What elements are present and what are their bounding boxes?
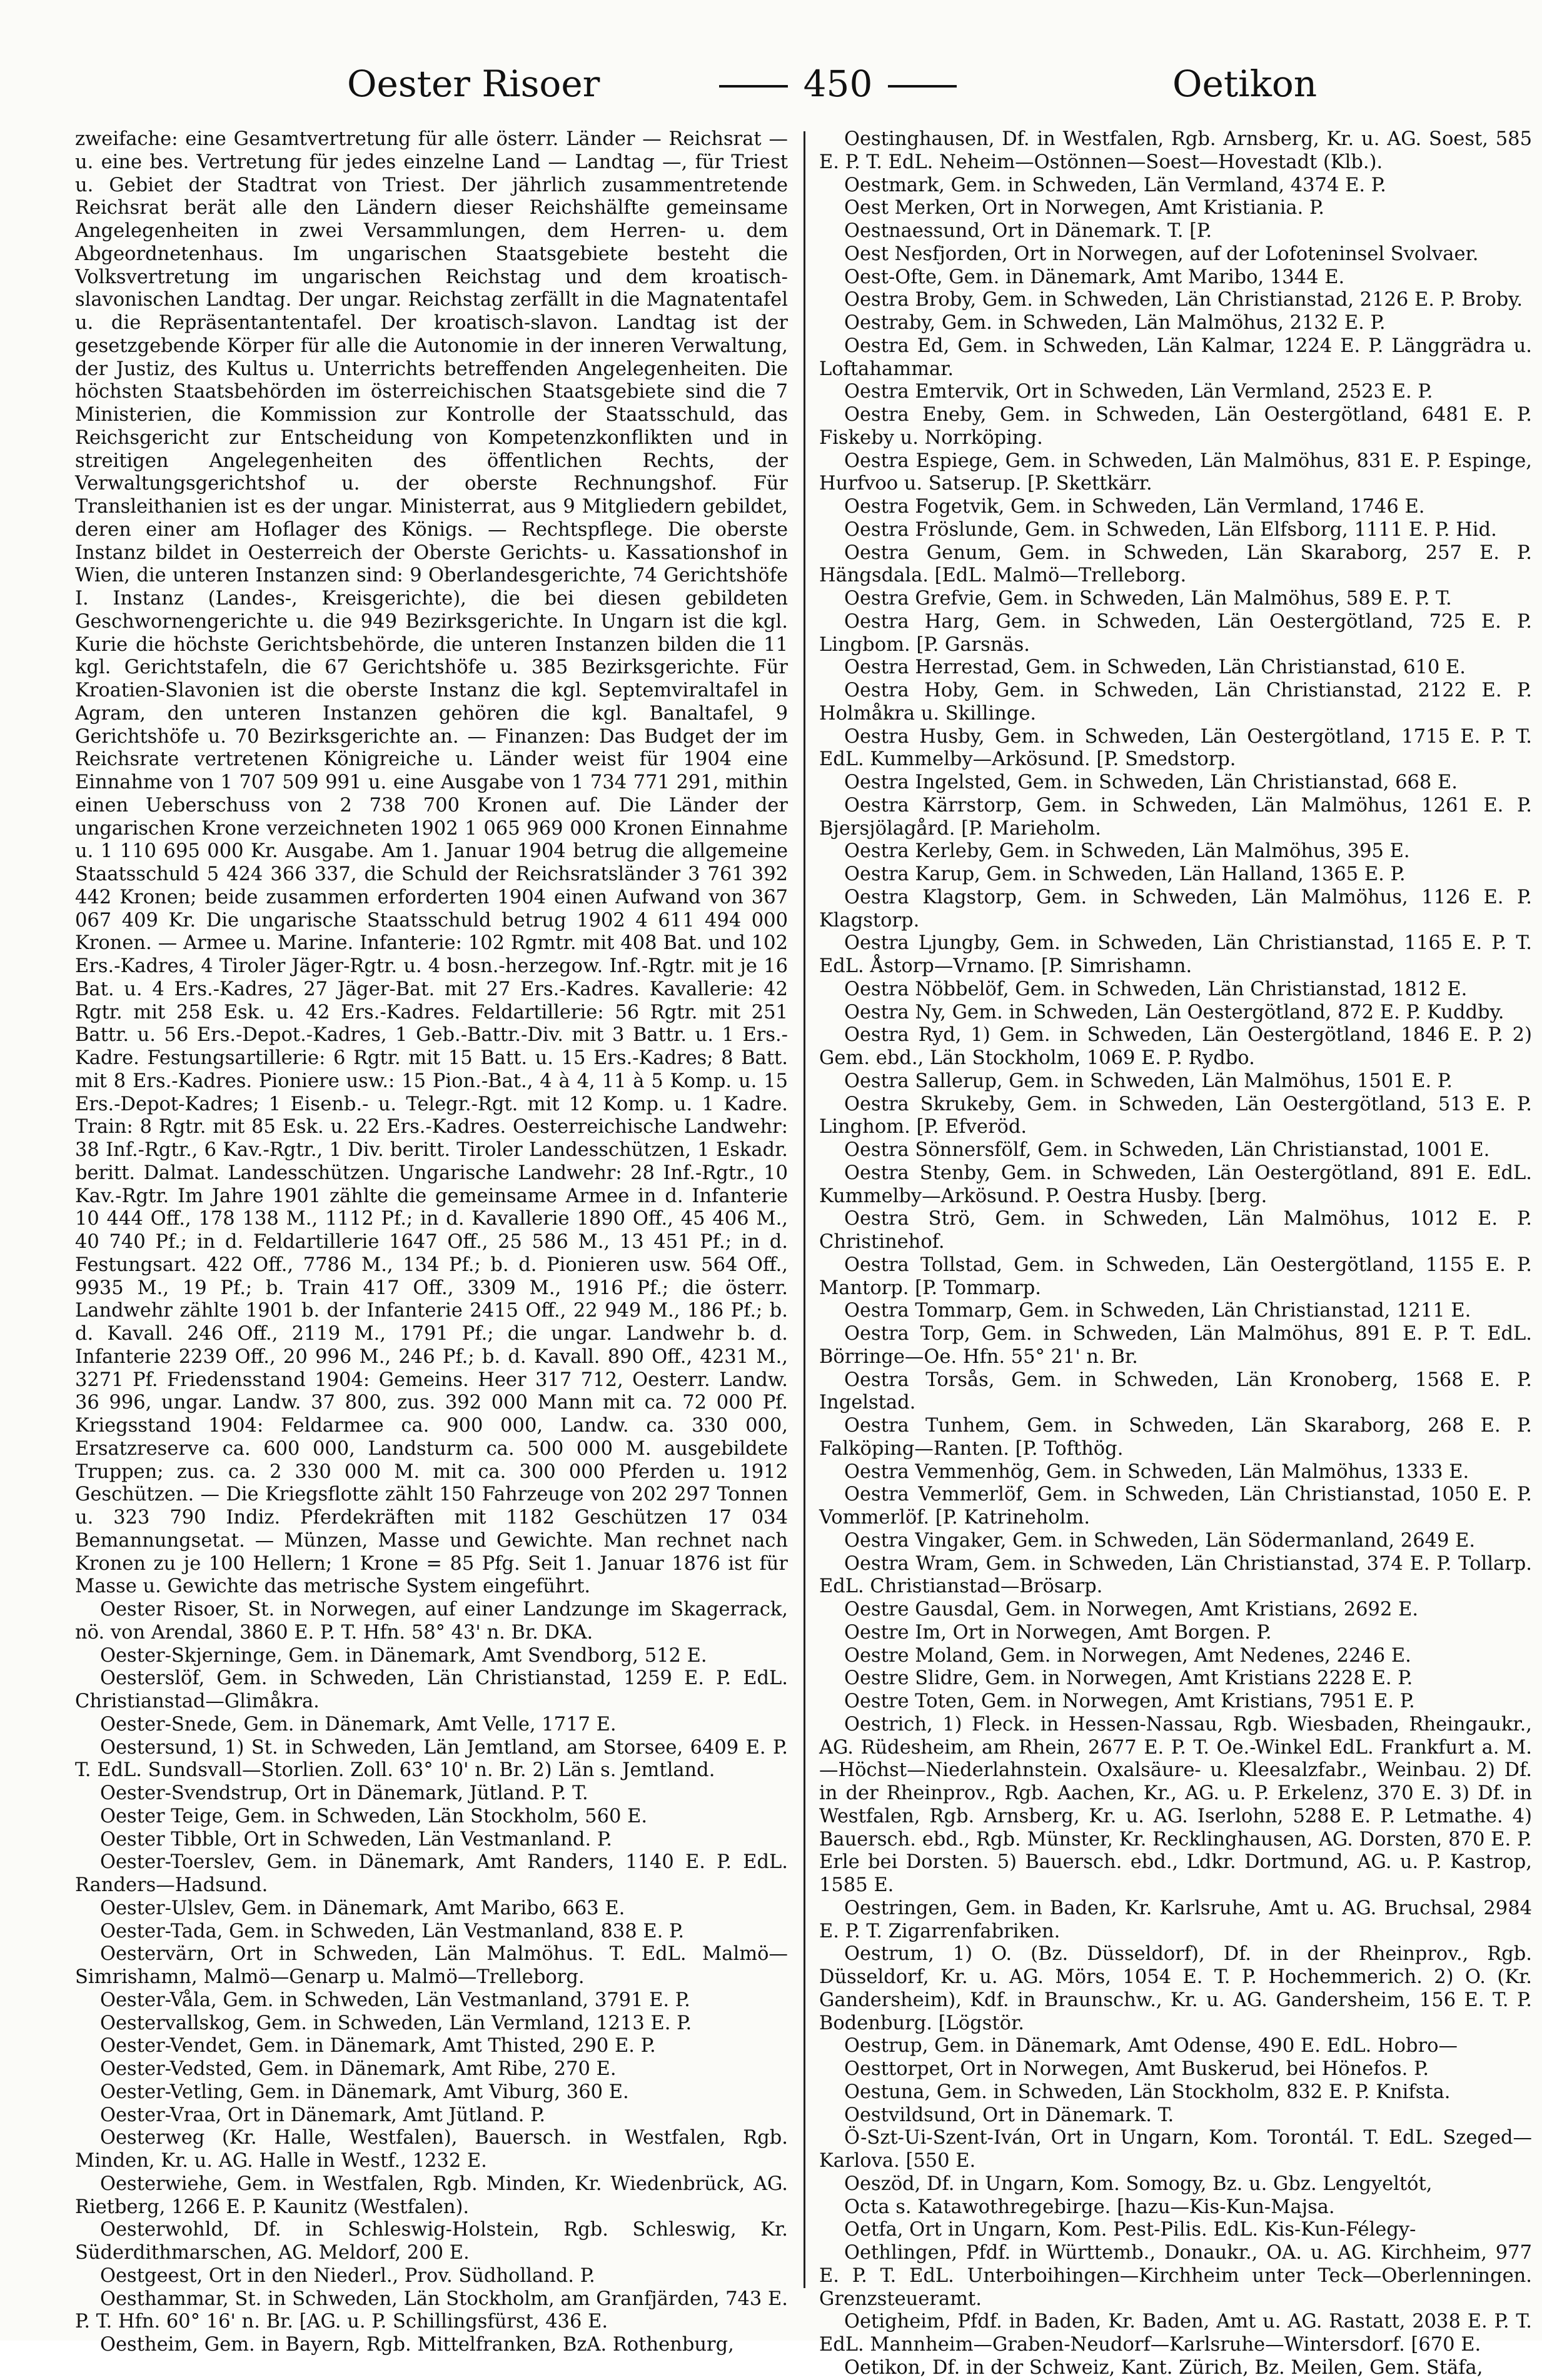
dictionary-entry: Oestra Genum, Gem. in Schweden, Län Skaraborg, 257 E. P. Hängsdala. [EdL. Malmö—Trelleborg. — [819, 541, 1532, 587]
dictionary-entry: Oester Tibble, Ort in Schweden, Län Vestmanland. P. — [100, 1828, 612, 1850]
dictionary-entry: Oestinghausen, Df. in Westfalen, Rgb. Arnsberg, Kr. u. AG. Soest, 585 E. P. T. EdL. Neheim—Ostönnen—Soest—Hovestadt (Klb.). — [819, 128, 1532, 173]
right-entries — [819, 128, 1532, 2380]
dictionary-entry: Oestra Karup, Gem. in Schweden, Län Halland, 1365 E. P. — [844, 863, 1406, 885]
dictionary-entry: Oestra Ljungby, Gem. in Schweden, Län Christianstad, 1165 E. P. T. EdL. Åstorp—Vrnamo. [P. Simrishamn. — [819, 932, 1532, 977]
dictionary-entry: Oestra Ingelsted, Gem. in Schweden, Län Christianstad, 668 E. — [844, 771, 1458, 793]
dictionary-entry: Oestra Kerleby, Gem. in Schweden, Län Malmöhus, 395 E. — [844, 840, 1410, 863]
column-divider — [804, 131, 805, 2288]
dictionary-entry: Oestra Tollstad, Gem. in Schweden, Län Oestergötland, 1155 E. P. Mantorp. [P. Tommarp. — [819, 1253, 1532, 1299]
dictionary-entry: Oestra Eneby, Gem. in Schweden, Län Oestergötland, 6481 E. P. Fiskeby u. Norrköping. — [819, 404, 1532, 449]
dictionary-entry: Oestra Ryd, 1) Gem. in Schweden, Län Oestergötland, 1846 E. P. 2) Gem. ebd., Län Stockholm, 1069 E. P. Rydbo. — [819, 1024, 1532, 1069]
dictionary-entry: Oester-Skjerninge, Gem. in Dänemark, Amt Svendborg, 512 E. — [100, 1644, 707, 1667]
dictionary-entry: Oestra Vemmenhög, Gem. in Schweden, Län Malmöhus, 1333 E. — [844, 1460, 1469, 1483]
dictionary-entry: Oestringen, Gem. in Baden, Kr. Karlsruhe, Amt u. AG. Bruchsal, 2984 E. P. T. Zigarrenfabriken. — [819, 1897, 1532, 1942]
dictionary-entry: Oestra Fröslunde, Gem. in Schweden, Län Elfsborg, 1111 E. P. Hid. — [844, 518, 1497, 541]
dictionary-entry: Oestra Hoby, Gem. in Schweden, Län Christianstad, 2122 E. P. Holmåkra u. Skillinge. — [819, 680, 1532, 725]
dictionary-entry: Oestre Toten, Gem. in Norwegen, Amt Kristians, 7951 E. P. — [844, 1690, 1415, 1712]
dictionary-entry: Oestra Skrukeby, Gem. in Schweden, Län Oestergötland, 513 E. P. Linghom. [P. Efveröd. — [819, 1093, 1532, 1138]
dictionary-entry: Oestre Moland, Gem. in Norwegen, Amt Nedenes, 2246 E. — [844, 1644, 1411, 1667]
dictionary-entry: Oestra Strö, Gem. in Schweden, Län Malmöhus, 1012 E. P. Christinehof. — [819, 1208, 1532, 1253]
dictionary-entry: Oeszöd, Df. in Ungarn, Kom. Somogy, Bz. u. Gbz. Lengyeltót, — [844, 2172, 1433, 2195]
page-header — [75, 63, 1467, 122]
dictionary-entry: Oestra Ny, Gem. in Schweden, Län Oestergötland, 872 E. P. Kuddby. — [844, 1001, 1504, 1023]
dictionary-entry: Oester-Toerslev, Gem. in Dänemark, Amt Randers, 1140 E. P. EdL. Randers—Hadsund. — [75, 1851, 788, 1896]
dictionary-entry: Oester-Vendet, Gem. in Dänemark, Amt Thisted, 290 E. P. — [100, 2035, 656, 2057]
dictionary-entry: Oestmark, Gem. in Schweden, Län Vermland, 4374 E. P. — [844, 174, 1386, 196]
dictionary-entry: Oestra Herrestad, Gem. in Schweden, Län Christianstad, 610 E. — [844, 656, 1466, 679]
dictionary-entry: Ö-Szt-Ui-Szent-Iván, Ort in Ungarn, Kom. Torontál. T. EdL. Szeged—Karlova. [550 E. — [819, 2127, 1532, 2172]
dictionary-entry: Oestra Harg, Gem. in Schweden, Län Oestergötland, 725 E. P. Lingbom. [P. Garsnäs. — [819, 610, 1532, 656]
dictionary-entry: Oestra Tunhem, Gem. in Schweden, Län Skaraborg, 268 E. P. Falköping—Ranten. [P. Tofthög. — [819, 1415, 1532, 1460]
dictionary-entry: Oestra Broby, Gem. in Schweden, Län Christianstad, 2126 E. P. Broby. — [844, 289, 1523, 311]
dictionary-entry: Oestra Husby, Gem. in Schweden, Län Oestergötland, 1715 E. P. T. EdL. Kummelby—Arkösund. [P. Smedstorp. — [819, 725, 1532, 771]
dictionary-entry: Oester-Tada, Gem. in Schweden, Län Vestmanland, 838 E. P. — [100, 1920, 685, 1942]
dictionary-entry: Oestra Stenby, Gem. in Schweden, Län Oestergötland, 891 E. EdL. Kummelby—Arkösund. P. Oestra Husby. [berg. — [819, 1162, 1532, 1207]
dictionary-entry: Oestre Gausdal, Gem. in Norwegen, Amt Kristians, 2692 E. — [844, 1599, 1419, 1620]
dictionary-entry: Oestra Nöbbelöf, Gem. in Schweden, Län Christianstad, 1812 E. — [844, 978, 1468, 1000]
dictionary-entry: Oestra Emtervik, Ort in Schweden, Län Vermland, 2523 E. P. — [844, 381, 1433, 403]
dictionary-entry: Oetikon, Df. in der Schweiz, Kant. Zürich, Bz. Meilen, Gem. Stäfa, — [844, 2356, 1483, 2379]
dictionary-entry: Oestra Tommarp, Gem. in Schweden, Län Christianstad, 1211 E. — [844, 1300, 1471, 1322]
dictionary-entry: Oesthammar, St. in Schweden, Län Stockholm, am Granfjärden, 743 E. P. T. Hfn. 60° 16' n. Br. [AG. u. P. Schillingsfürst, 436 E. — [75, 2287, 788, 2333]
dictionary-entry: Oestra Torsås, Gem. in Schweden, Län Kronoberg, 1568 E. P. Ingelstad. — [819, 1368, 1532, 1414]
right-column — [819, 128, 1532, 2379]
dictionary-entry: Oester Risoer, St. in Norwegen, auf einer Landzunge im Skagerrack, nö. von Arendal, 3860 E. P. T. Hfn. 58° 43' n. Br. DKA. — [75, 1599, 788, 1644]
dictionary-entry: Oestra Sallerup, Gem. in Schweden, Län Malmöhus, 1501 E. P. — [844, 1070, 1453, 1092]
dictionary-entry: Oestra Grefvie, Gem. in Schweden, Län Malmöhus, 589 E. P. T. — [844, 588, 1452, 610]
dictionary-entry: Oest-Ofte, Gem. in Dänemark, Amt Maribo, 1344 E. — [844, 266, 1345, 288]
left-entries — [75, 1599, 788, 2357]
dictionary-entry: Oestra Torp, Gem. in Schweden, Län Malmöhus, 891 E. P. T. EdL. Börringe—Oe. Hfn. 55° 21' n. Br. — [819, 1323, 1532, 1368]
dictionary-entry: Oesttorpet, Ort in Norwegen, Amt Buskerud, bei Hönefos. P. — [844, 2058, 1429, 2080]
dictionary-entry: Oetigheim, Pfdf. in Baden, Kr. Baden, Amt u. AG. Rastatt, 2038 E. P. T. EdL. Mannheim—Graben-Neudorf—Karlsruhe—Wintersdorf. [670 E. — [819, 2311, 1532, 2356]
dictionary-entry: Oestraby, Gem. in Schweden, Län Malmöhus, 2132 E. P. — [844, 312, 1386, 334]
dictionary-entry: Oestra Vemmerlöf, Gem. in Schweden, Län Christianstad, 1050 E. P. Vommerlöf. [P. Katrineholm. — [819, 1484, 1532, 1529]
dictionary-entry: Oestrup, Gem. in Dänemark, Amt Odense, 490 E. EdL. Hobro— — [844, 2035, 1458, 2057]
page-number: 450 — [744, 63, 932, 105]
dictionary-entry: Oestra Kärrstorp, Gem. in Schweden, Län Malmöhus, 1261 E. P. Bjersjölagård. [P. Marieholm. — [819, 794, 1532, 840]
dictionary-entry: Oethlingen, Pfdf. in Württemb., Donaukr., OA. u. AG. Kirchheim, 977 E. P. T. EdL. Unterboihingen—Kirchheim unter Teck—Oberlenningen. Grenzsteueramt. — [819, 2242, 1532, 2310]
dictionary-entry: Oestrich, 1) Fleck. in Hessen-Nassau, Rgb. Wiesbaden, Rheingaukr., AG. Rüdesheim, am Rhein, 2677 E. P. T. Oe.-Winkel EdL. Frankfurt a. M.—Höchst—Niederlahnstein. Oxalsäure- u. Kleesalzfabr., Weinbau. 2) Df. in der Rheinprov., Rgb. Aachen, Kr., AG. u. P. Erkelenz, 370 E. 3) Df. in Westfalen, Rgb. Arnsberg, Kr. u. AG. Iserlohn, 5288 E. P. Letmathe. 4) Bauersch. ebd., Rgb. Münster, Kr. Recklinghausen, AG. Dorsten, 870 E. P. Erle bei Dorsten. 5) Bauersch. ebd., Ldkr. Dortmund, AG. u. P. Kastrop, 1585 E. — [819, 1713, 1532, 1896]
dictionary-entry: Oester-Vetling, Gem. in Dänemark, Amt Viburg, 360 E. — [100, 2081, 629, 2103]
dictionary-entry: Oestre Slidre, Gem. in Norwegen, Amt Kristians 2228 E. P. — [844, 1667, 1413, 1690]
dictionary-entry: Oestervallskog, Gem. in Schweden, Län Vermland, 1213 E. P. — [100, 2012, 692, 2034]
dictionary-entry: Oester-Våla, Gem. in Schweden, Län Vestmanland, 3791 E. P. — [100, 1989, 690, 2011]
dictionary-entry: Oester-Vraa, Ort in Dänemark, Amt Jütland. P. — [100, 2104, 546, 2126]
dictionary-entry: Oester-Vedsted, Gem. in Dänemark, Amt Ribe, 270 E. — [100, 2058, 617, 2080]
dictionary-entry: Oest Nesfjorden, Ort in Norwegen, auf der Lofoteninsel Svolvaer. — [844, 243, 1479, 265]
dictionary-entry: Oestuna, Gem. in Schweden, Län Stockholm, 832 E. P. Knifsta. — [844, 2081, 1451, 2103]
dictionary-entry: Oestra Sönnersfölf, Gem. in Schweden, Län Christianstad, 1001 E. — [844, 1139, 1490, 1161]
dictionary-entry: Oesterwohld, Df. in Schleswig-Holstein, Rgb. Schleswig, Kr. Süderdithmarschen, AG. Meldorf, 200 E. — [75, 2219, 788, 2264]
dictionary-entry: Oestersund, 1) St. in Schweden, Län Jemtland, am Storsee, 6409 E. P. T. EdL. Sundsvall—Storlien. Zoll. 63° 10' n. Br. 2) Län s. Jemtland. — [75, 1736, 788, 1782]
dictionary-entry: Oestnaessund, Ort in Dänemark. T. [P. — [844, 220, 1212, 242]
dictionary-entry: Oestgeest, Ort in den Niederl., Prov. Südholland. P. — [100, 2264, 595, 2287]
dictionary-entry: Oest Merken, Ort in Norwegen, Amt Kristiania. P. — [844, 197, 1324, 219]
dictionary-entry: Oestra Espiege, Gem. in Schweden, Län Malmöhus, 831 E. P. Espinge, Hurfvoo u. Satserup. [P. Skettkärr. — [819, 449, 1532, 495]
dictionary-entry: Oesterwiehe, Gem. in Westfalen, Rgb. Minden, Kr. Wiedenbrück, AG. Rietberg, 1266 E. P. Kaunitz (Westfalen). — [75, 2172, 788, 2218]
dictionary-entry: Oester-Snede, Gem. in Dänemark, Amt Velle, 1717 E. — [100, 1713, 617, 1735]
dictionary-entry: Oesterweg (Kr. Halle, Westfalen), Bauersch. in Westfalen, Rgb. Minden, Kr. u. AG. Halle in Westf., 1232 E. — [75, 2127, 788, 2172]
dictionary-entry: Oestra Ed, Gem. in Schweden, Län Kalmar, 1224 E. P. Länggrädra u. Loftahammar. — [819, 334, 1532, 380]
header-right-keyword: Oetikon — [1172, 63, 1318, 105]
dictionary-entry: Octa s. Katawothregebirge. [hazu—Kis-Kun-Majsa. — [844, 2196, 1335, 2218]
dictionary-entry: Oestvildsund, Ort in Dänemark. T. — [844, 2104, 1174, 2126]
dictionary-entry: Oestervärn, Ort in Schweden, Län Malmöhus. T. EdL. Malmö—Simrishamn, Malmö—Genarp u. Malmö—Trelleborg. — [75, 1943, 788, 1988]
intro-paragraph: zweifache: eine Gesamtvertretung für alle österr. Länder — Reichsrat — u. eine bes. Vertretung für jedes einzelne Land — Landtag —, für Triest u. Gebiet der Stadtrat von Triest. Der jährlich zusammentretende Reichsrat berät alle den Ländern dieser Reichshälfte gemeinsame Angelegenheiten in zwei Versammlungen, dem Herren- u. dem Abgeordnetenhaus. Im ungarischen Staatsgebiete besteht die Volksvertretung im ungarischen Reichstag und dem kroatisch-slavonischen Landtag. Der ungar. Reichstag zerfällt in die Magnatentafel u. die Repräsentantentafel. Der kroatisch-slavon. Landtag ist der gesetzgebende Körper für alle die Autonomie in der inneren Verwaltung, der Justiz, des Kultus u. Unterrichts betreffenden Angelegenheiten. Die höchsten Staatsbehörden im österreichischen Staatsgebiete sind die 7 Ministerien, die Kommission zur Kontrolle der Staatsschuld, das Reichsgericht zur Entscheidung von Kompetenzkonflikten und in streitigen Angelegenheiten des öffentlichen Rechts, der Verwaltungsgerichtshof u. der oberste Rechnungshof. Für Transleithanien ist es der ungar. Ministerrat, aus 9 Mitgliedern gebildet, deren einer am Hoflager des Königs. — Rechtspflege. Die oberste Instanz bildet in Oesterreich der Oberste Gerichts- u. Kassationshof in Wien, die unteren Instanzen sind: 9 Oberlandesgerichte, 74 Gerichtshöfe I. Instanz (Landes-, Kreisgerichte), die bei diesen gebildeten Geschwornengerichte u. die 949 Bezirksgerichte. In Ungarn ist die kgl. Kurie die höchste Gerichtsbehörde, die unteren Instanzen bilden die 11 kgl. Gerichtstafeln, die 67 Gerichtshöfe u. 385 Bezirksgerichte. Für Kroatien-Slavonien ist die oberste Instanz die kgl. Septemviraltafel in Agram, den unteren Instanzen gehören die kgl. Banaltafel, 9 Gerichtshöfe u. 70 Bezirksgerichte an. — Finanzen: Das Budget der im Reichsrate vertretenen Königreiche u. Länder weist für 1904 eine Einnahme von 1 707 509 991 u. eine Ausgabe von 1 734 771 291, mithin einen Ueberschuss von 2 738 700 Kronen auf. Die Länder der ungarischen Krone verzeichneten 1902 1 065 969 000 Kronen Einnahme u. 1 110 695 000 Kr. Ausgabe. Am 1. Januar 1904 betrug die allgemeine Staatsschuld 5 424 366 337, die Schuld der Reichsratsländer 3 761 392 442 Kronen; beide zusammen erforderten 1904 einen Aufwand von 367 067 409 Kr. Die ungarische Staatsschuld betrug 1902 4 611 494 000 Kronen. — Armee u. Marine. Infanterie: 102 Rgmtr. mit 408 Bat. und 102 Ers.-Kadres, 4 Tiroler Jäger-Rgtr. u. 4 bosn.-herzegow. Inf.-Rgtr. mit je 16 Bat. u. 4 Ers.-Kadres, 27 Jäger-Bat. mit 27 Ers.-Kadres. Kavallerie: 42 Rgtr. mit 258 Esk. u. 42 Ers.-Kadres. Feldartillerie: 56 Rgtr. mit 251 Battr. u. 56 Ers.-Depot.-Kadres, 1 Geb.-Battr.-Div. mit 3 Battr. u. 1 Ers.-Kadre. Festungsartillerie: 6 Rgtr. mit 15 Batt. u. 15 Ers.-Kadres; 8 Batt. mit 8 Ers.-Kadres. Pioniere usw.: 15 Pion.-Bat., 4 à 4, 11 à 5 Komp. u. 15 Ers.-Depot-Kadres; 1 Eisenb.- u. Telegr.-Rgt. mit 12 Komp. u. 1 Kadre. Train: 8 Rgtr. mit 85 Esk. u. 22 Ers.-Kadres. Oesterreichische Landwehr: 38 Inf.-Rgtr., 6 Kav.-Rgtr., 1 Div. beritt. Tiroler Landesschützen, 1 Eskadr. beritt. Dalmat. Landesschützen. Ungarische Landwehr: 28 Inf.-Rgtr., 10 Kav.-Rgtr. Im Jahre 1901 zählte die gemeinsame Armee in d. Infanterie 10 444 Off., 178 138 M., 1112 Pf.; in d. Kavallerie 1890 Off., 45 406 M., 40 740 Pf.; in d. Feldartillerie 1647 Off., 25 586 M., 13 451 Pf.; in d. Festungsart. 422 Off., 7786 M., 134 Pf.; b. d. Pionieren usw. 564 Off., 9935 M., 19 Pf.; b. Train 417 Off., 3309 M., 1916 Pf.; die österr. Landwehr zählte 1901 b. der Infanterie 2415 Off., 22 949 M., 186 Pf.; b. d. Kavall. 246 Off., 2119 M., 1791 Pf.; die ungar. Landwehr b. d. Infanterie 2239 Off., 20 996 M., 246 Pf.; b. d. Kavall. 890 Off., 4231 M., 3271 Pf. Friedensstand 1904: Gemeins. Heer 317 712, Oesterr. Landw. 36 996, ungar. Landw. 37 800, zus. 392 000 Mann mit ca. 72 000 Pf. Kriegsstand 1904: Feldarmee ca. 900 000, Landw. ca. 330 000, Ersatzreserve ca. 600 000, Landsturm ca. 500 000 M. ausgebildete Truppen; zus. ca. 2 330 000 M. mit ca. 300 000 Pferden u. 1912 Geschützen. — Die Kriegsflotte zählt 150 Fahrzeuge von 202 297 Tonnen u. 323 790 Indiz. Pferdekräften mit 1182 Geschützen 17 034 Bemannungsetat. — Münzen, Masse und Gewichte. Man rechnet nach Kronen zu je 100 Hellern; 1 Krone = 85 Pfg. Seit 1. Januar 1876 ist für Masse u. Gewichte das metrische System eingeführt. — [75, 128, 788, 1598]
dictionary-entry: Oestra Klagstorp, Gem. in Schweden, Län Malmöhus, 1126 E. P. Klagstorp. — [819, 886, 1532, 931]
dictionary-entry: Oestra Fogetvik, Gem. in Schweden, Län Vermland, 1746 E. — [844, 496, 1425, 518]
dictionary-entry: Oestheim, Gem. in Bayern, Rgb. Mittelfranken, BzA. Rothenburg, — [100, 2334, 734, 2356]
header-left-keyword: Oester Risoer — [347, 63, 600, 105]
dictionary-entry: Oester-Ulslev, Gem. in Dänemark, Amt Maribo, 663 E. — [100, 1897, 625, 1919]
dictionary-entry: Oestrum, 1) O. (Bz. Düsseldorf), Df. in der Rheinprov., Rgb. Düsseldorf, Kr. u. AG. Mörs, 1054 E. T. P. Hochemmerich. 2) O. (Kr. Gandersheim), Kdf. in Braunschw., Kr. u. AG. Gandersheim, 156 E. T. P. Bodenburg. [Lögstör. — [819, 1943, 1532, 2034]
dictionary-entry: Oestra Wram, Gem. in Schweden, Län Christianstad, 374 E. P. Tollarp. EdL. Christianstad—Brösarp. — [819, 1552, 1532, 1598]
dictionary-entry: Oestre Im, Ort in Norwegen, Amt Borgen. P. — [844, 1621, 1272, 1644]
dictionary-entry: Oesterslöf, Gem. in Schweden, Län Christianstad, 1259 E. P. EdL. Christianstad—Glimåkra. — [75, 1667, 788, 1712]
dictionary-entry: Oester-Svendstrup, Ort in Dänemark, Jütland. P. T. — [100, 1782, 588, 1804]
dictionary-entry: Oestra Vingaker, Gem. in Schweden, Län Södermanland, 2649 E. — [844, 1529, 1476, 1552]
left-column — [75, 128, 788, 2356]
dictionary-entry: Oetfa, Ort in Ungarn, Kom. Pest-Pilis. EdL. Kis-Kun-Félegy- — [844, 2219, 1416, 2241]
dictionary-entry: Oester Teige, Gem. in Schweden, Län Stockholm, 560 E. — [100, 1805, 648, 1827]
